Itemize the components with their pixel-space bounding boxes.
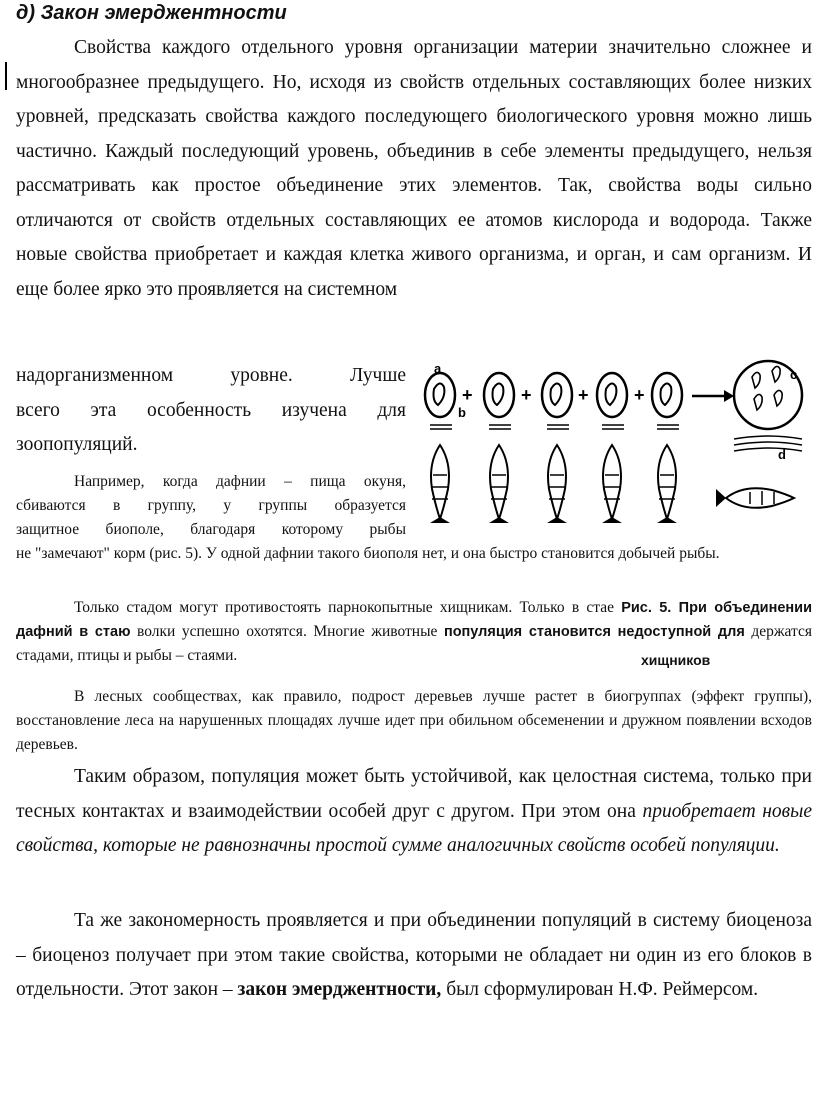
daphnia-single — [652, 373, 682, 429]
perch-fish-horizontal — [716, 488, 794, 508]
figure-caption-part: Рис. 5. При объединении дафний в стаю — [16, 600, 812, 640]
plus-sign: + — [578, 385, 589, 405]
perch-fish — [602, 445, 622, 523]
paragraph-emergence-intro: Свойства каждого отдельного уровня организации материи значительно сложнее и многообразнее предыдущего. Но, исходя из свойств отдельных составляющих более низких уровней, предсказать свойства каждого последующего биологического уровня можно лишь частично. Каждый последующий уровень, объединив в себе элементы предыдущего, нельзя рассматривать как простое объединение этих элементов. Так, свойства воды сильно отличаются от свойств отдельных составляющих ее атомов кислорода и водорода. Также новые свойства приобретает и каждая клетка живого организма, и орган, и сам организм. И еще более ярко это проявляется на системном — [16, 37, 812, 300]
plus-sign: + — [634, 385, 645, 405]
text-line: зоопопуляций. — [16, 434, 138, 455]
label-a: a — [434, 361, 442, 376]
plus-sign: + — [521, 385, 532, 405]
text-italic: приобретает новые свойства, которые не равнозначны простой сумме аналогичных свойств особей популяции. — [16, 800, 812, 856]
paragraph-daphnia-continued: не "замечают" корм (рис. 5). У одной дафнии такого биополя нет, и она быстро становится добычей рыбы. — [16, 545, 720, 562]
daphnia-single — [484, 373, 514, 429]
biofield-lines — [734, 436, 802, 451]
text-wolves: волки успешно охотятся. Многие животные — [137, 623, 438, 640]
paragraph-population-conclusion — [16, 760, 812, 864]
perch-fish — [489, 445, 509, 523]
perch-fish — [547, 445, 567, 523]
text-line: защитное биополе, благодаря которому рыбы — [16, 521, 406, 538]
text-normal: Таким образом, популяция может быть устойчивой, как целостная система, только при тесных контактах и взаимодействии особей друг с другом. При этом она — [16, 766, 812, 822]
text-normal: был сформулирован Н.Ф. Реймерсом. — [446, 979, 759, 1000]
text-line: сбиваются в группу, у группы образуется — [16, 497, 406, 514]
figure-illustration — [412, 355, 816, 535]
perch-fish — [430, 445, 450, 523]
text-line: всего эта особенность изучена для — [16, 399, 406, 421]
section-heading: д) Закон эмерджентности — [16, 2, 287, 24]
plus-sign: + — [462, 385, 473, 405]
margin-mark — [5, 62, 7, 90]
daphnia-single — [597, 373, 627, 429]
paragraph-daphnia-example — [16, 470, 406, 542]
paragraph-intro-tail — [16, 359, 406, 463]
label-d: d — [778, 447, 786, 462]
law-name: закон эмерджентности, — [237, 979, 442, 1000]
paragraph-biocenosis — [16, 904, 812, 1008]
perch-fish — [657, 445, 677, 523]
label-b: b — [458, 405, 466, 420]
text-line: надорганизменном уровне. Лучше — [16, 365, 406, 386]
figure-caption-part: популяция становится недоступной для — [443, 624, 745, 640]
text-flocks: держатся стадами, птицы и рыбы – стаями. — [16, 623, 813, 664]
text-line: Например, когда дафнии – пища окуня, — [74, 473, 406, 490]
label-c: c — [790, 367, 798, 382]
figure-daphnia-perch — [412, 355, 816, 535]
figure-caption-end: хищников — [641, 652, 711, 668]
daphnia-single — [542, 373, 572, 429]
text-normal: Та же закономерность проявляется и при объединении популяций в систему биоценоза – биоценоз получает при этом такие свойства, которыми не обладает ни один из его блоков в отдельности. Этот закон – — [16, 910, 812, 1000]
text-herds: Только стадом могут противостоять парнокопытные хищникам. Только в стае — [74, 599, 614, 616]
daphnia-single — [425, 373, 455, 429]
paragraph-forest-communities: В лесных сообществах, как правило, подрост деревьев лучше растет в биогруппах (эффект группы), восстановление леса на нарушенных площадях лучше идет при обильном обсеменении и дружном появлении всходов деревьев. — [16, 688, 812, 753]
